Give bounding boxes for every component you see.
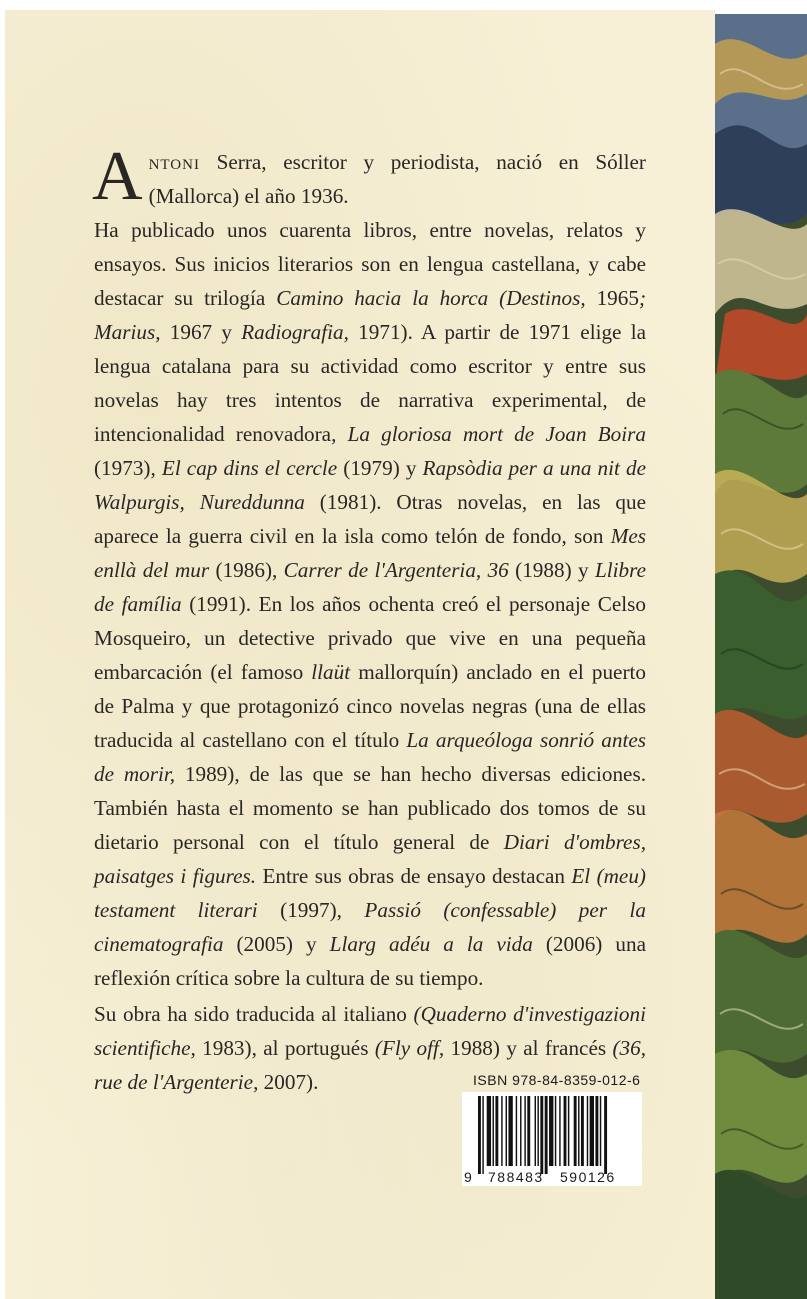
barcode-bar <box>482 1096 483 1174</box>
bio-text: 1989), de las que se han hecho diversas ediciones. También hasta el momento se han publicado dos tomos de su dietario personal con el título general de <box>94 762 647 854</box>
barcode-bar <box>516 1096 517 1166</box>
bio-text: (1991). En los años ochenta creó el personaje Celso Mosqueiro, un detective privado que vive en una pequeña embarcación (el famoso <box>94 592 646 684</box>
barcode-bar <box>478 1096 481 1174</box>
barcode-bar <box>568 1096 569 1166</box>
book-title: La gloriosa mort de Joan Boira <box>347 422 646 446</box>
book-title: Llibre de família <box>94 558 646 616</box>
bio-text: 1967 y <box>160 320 242 344</box>
barcode-first-digit: 9 <box>464 1169 472 1185</box>
bio-text: 1971). A partir de 1971 elige la lengua catalana para su actividad como escritor y entre sus novelas hay tres intentos de narrativa experimental, de intencionalidad renovadora, <box>94 320 646 446</box>
barcode-bar <box>540 1096 543 1174</box>
bio-text: mallorquín) anclado en el puerto de Palma y que protagonizó cinco novelas negras (una de ellas traducida al castellano con el título <box>94 660 646 752</box>
bio-text: (1979) y <box>337 456 423 480</box>
bio-text: 1988) y al francés <box>444 1036 613 1060</box>
barcode-bar <box>595 1096 598 1166</box>
book-title: ; Marius, <box>94 286 647 344</box>
bio-text: (2005) y <box>223 932 330 956</box>
barcode-bar <box>555 1096 556 1166</box>
cover-artwork-strip <box>715 14 807 1299</box>
bio-text: 1983), al portugués <box>195 1036 375 1060</box>
bio-text: Su obra ha sido traducida al italiano <box>94 1002 414 1026</box>
barcode-bar <box>600 1096 601 1166</box>
book-title: El (meu) testament literari <box>94 864 646 922</box>
bio-text: Ha publicado unos cuarenta libros, entre novelas, relatos y ensayos. Sus inicios literarios son en lengua castellana, y cabe destacar su trilogía <box>94 218 646 310</box>
barcode-image <box>462 1092 642 1186</box>
barcode-bar <box>487 1096 491 1166</box>
barcode-bar <box>545 1096 548 1174</box>
bio-text: (1981). Otras novelas, en las que aparece la guerra civil en la isla como telón de fondo, son <box>94 490 646 548</box>
book-title: Rapsòdia per a una nit de Walpurgis, Nureddunna <box>94 456 646 514</box>
book-title: La arqueóloga sonrió antes de morir, <box>94 728 647 786</box>
barcode-bar <box>506 1096 507 1166</box>
bio-text: (1988) y <box>508 558 595 582</box>
book-title: Passió (confessable) per la cinematografia <box>94 898 646 956</box>
bio-text: (1997), <box>257 898 365 922</box>
barcode-bar <box>564 1096 567 1166</box>
barcode-bar <box>537 1096 538 1166</box>
barcode-bar <box>574 1096 577 1166</box>
barcode-bar <box>535 1096 536 1166</box>
barcode-right-digits: 590126 <box>560 1169 616 1185</box>
bio-text: Entre sus obras de ensayo destacan <box>256 864 572 888</box>
barcode-bar <box>549 1096 553 1166</box>
bio-text: 2007). <box>258 1070 319 1094</box>
bio-paragraph-2 <box>94 213 646 995</box>
author-biography <box>92 138 647 1099</box>
barcode-bar <box>493 1096 494 1166</box>
barcode-bar <box>559 1096 560 1166</box>
barcode-left-digits: 788483 <box>488 1169 544 1185</box>
author-first-name: ntoni <box>148 150 200 174</box>
book-title: (Fly off, <box>374 1036 445 1060</box>
barcode <box>462 1092 642 1186</box>
book-title: Carrer de l'Argenteria, 36 <box>283 558 509 582</box>
drop-cap: A <box>92 138 143 215</box>
book-title: (36, rue de l'Argenterie, <box>94 1036 647 1094</box>
bio-text: 1965 <box>585 286 639 310</box>
barcode-bar <box>587 1096 588 1166</box>
barcode-bar <box>581 1096 584 1166</box>
bio-p1-text: Serra, escritor y periodista, nació en Sóller (Mallorca) el año 1936. <box>148 150 646 208</box>
barcode-bar <box>578 1096 579 1166</box>
book-title: Diari d'ombres, paisatges i figures. <box>94 830 646 888</box>
barcode-bar <box>604 1096 607 1174</box>
book-title: Llarg adéu a la vida <box>329 932 533 956</box>
bio-paragraph-1 <box>92 138 646 215</box>
bio-text: (1973), <box>94 456 162 480</box>
barcode-bar <box>590 1096 594 1166</box>
book-title: Mes enllà del mur <box>94 524 646 582</box>
book-title: Camino hacia la horca (Destinos, <box>276 286 586 310</box>
bio-text: (2006) una reflexión crítica sobre la cultura de su tiempo. <box>94 932 646 990</box>
bio-text: (1986), <box>209 558 284 582</box>
painting-image <box>715 14 807 1299</box>
barcode-bar <box>520 1096 521 1166</box>
book-title: Radiografia, <box>241 320 349 344</box>
isbn-label: ISBN 978-84-8359-012-6 <box>473 1072 641 1088</box>
barcode-bar <box>495 1096 498 1166</box>
book-title: (Quaderno d'investigazioni scientifiche, <box>94 1002 646 1060</box>
barcode-bar <box>501 1096 502 1166</box>
barcode-bar <box>524 1096 525 1166</box>
barcode-bar <box>508 1096 512 1166</box>
book-title: llaüt <box>311 660 351 684</box>
barcode-bar <box>527 1096 530 1166</box>
book-title: El cap dins el cercle <box>161 456 338 480</box>
